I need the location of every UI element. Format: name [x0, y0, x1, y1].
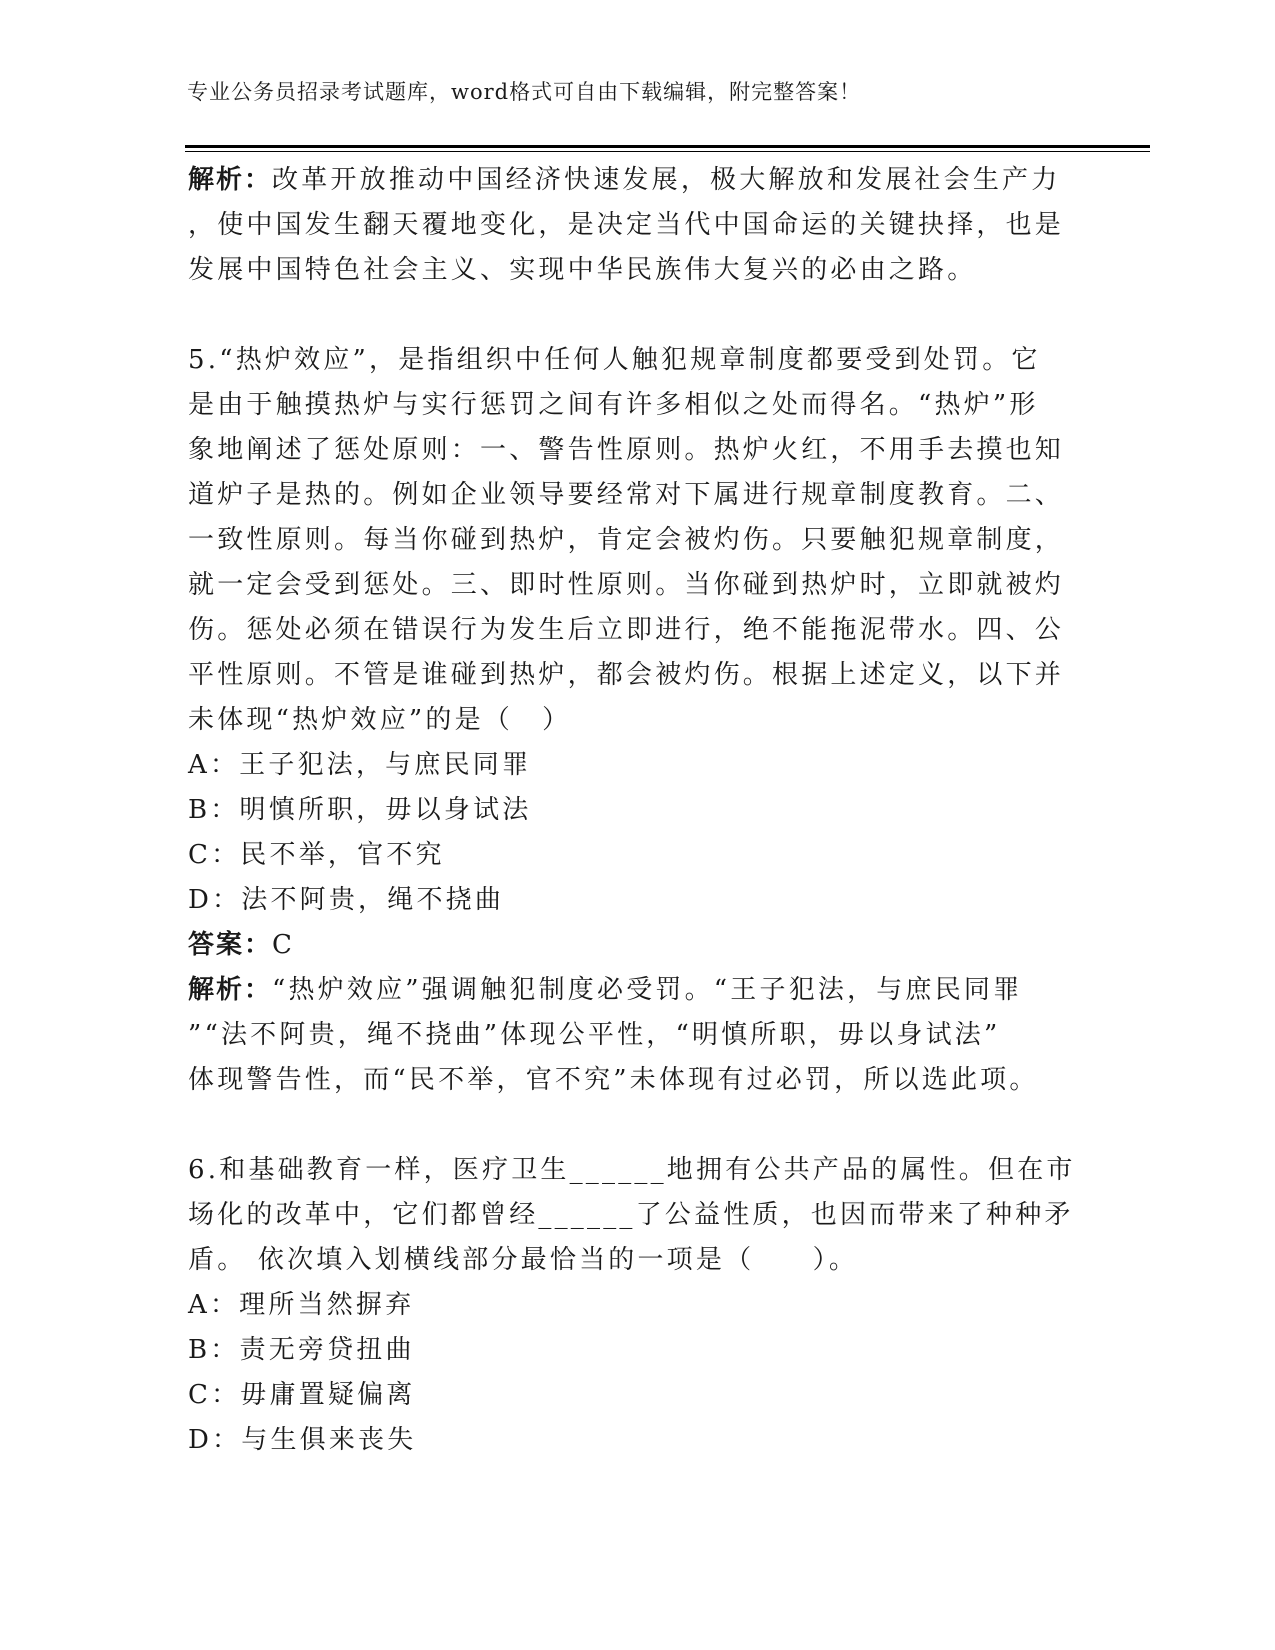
question-line: 伤。惩处必须在错误行为发生后立即进行，绝不能拖泥带水。四、公: [188, 615, 1065, 645]
question-line: 一致性原则。每当你碰到热炉，肯定会被灼伤。只要触犯规章制度，: [188, 525, 1065, 555]
answer-label: 答案：: [188, 930, 273, 960]
answer-line: [188, 923, 1068, 968]
explanation-line: 解析：改革开放推动中国经济快速发展，极大解放和发展社会生产力: [188, 165, 1061, 195]
answer-value: C: [272, 930, 296, 960]
question-line: 场化的改革中，它们都曾经______了公益性质，也因而带来了种种矛: [188, 1200, 1074, 1230]
question-6: [188, 1148, 1076, 1463]
option-c: C：毋庸置疑偏离: [188, 1380, 416, 1410]
question-line: 就一定会受到惩处。三、即时性原则。当你碰到热炉时，立即就被灼: [188, 570, 1065, 600]
question-5: [188, 338, 1068, 1103]
explanation-line: 发展中国特色社会主义、实现中华民族伟大复兴的必由之路。: [188, 255, 977, 285]
option-c: C：民不举，官不究: [188, 840, 445, 870]
page-header: 专业公务员招录考试题库，word格式可自由下载编辑，附完整答案！: [187, 80, 862, 104]
option-a: A：王子犯法，与庶民同罪: [188, 750, 532, 780]
question-line: 平性原则。不管是谁碰到热炉，都会被灼伤。根据上述定义，以下并: [188, 660, 1065, 690]
explanation-line: 解析：“热炉效应”强调触犯制度必受罚。“王子犯法，与庶民同罪: [188, 975, 1023, 1005]
explanation-line: ”“法不阿贵，绳不挠曲”体现公平性，“明慎所职，毋以身试法”: [188, 1020, 1001, 1050]
explanation-line: 体现警告性，而“民不举，官不究”未体现有过必罚，所以选此项。: [188, 1065, 1039, 1095]
question-line: 象地阐述了惩处原则：一、警告性原则。热炉火红，不用手去摸也知: [188, 435, 1065, 465]
explanation-label: 解析：: [188, 975, 273, 1005]
option-a: A：理所当然摒弃: [188, 1290, 415, 1320]
option-b: B：明慎所职，毋以身试法: [188, 795, 532, 825]
prev-explanation-block: [188, 158, 1068, 293]
question-line: 6.和基础教育一样，医疗卫生______地拥有公共产品的属性。但在市: [188, 1155, 1076, 1185]
question-line: 是由于触摸热炉与实行惩罚之间有许多相似之处而得名。“热炉”形: [188, 390, 1039, 420]
explanation-line: ，使中国发生翻天覆地变化，是决定当代中国命运的关键抉择，也是: [188, 210, 1065, 240]
question-line: 道炉子是热的。例如企业领导要经常对下属进行规章制度教育。二、: [188, 480, 1065, 510]
header-divider-thin: [185, 151, 1150, 152]
option-b: B：责无旁贷扭曲: [188, 1335, 415, 1365]
question-line: 盾。 依次填入划横线部分最恰当的一项是（ ）。: [188, 1245, 859, 1275]
explanation-label: 解析：: [188, 165, 273, 195]
question-line: 未体现“热炉效应”的是（ ）: [188, 705, 572, 735]
header-divider-thick: [185, 145, 1150, 148]
option-d: D：与生俱来丧失: [188, 1425, 417, 1455]
document-body: [188, 158, 1076, 1463]
option-d: D：法不阿贵，绳不挠曲: [188, 885, 505, 915]
question-line: 5.“热炉效应”，是指组织中任何人触犯规章制度都要受到处罚。它: [188, 345, 1041, 375]
